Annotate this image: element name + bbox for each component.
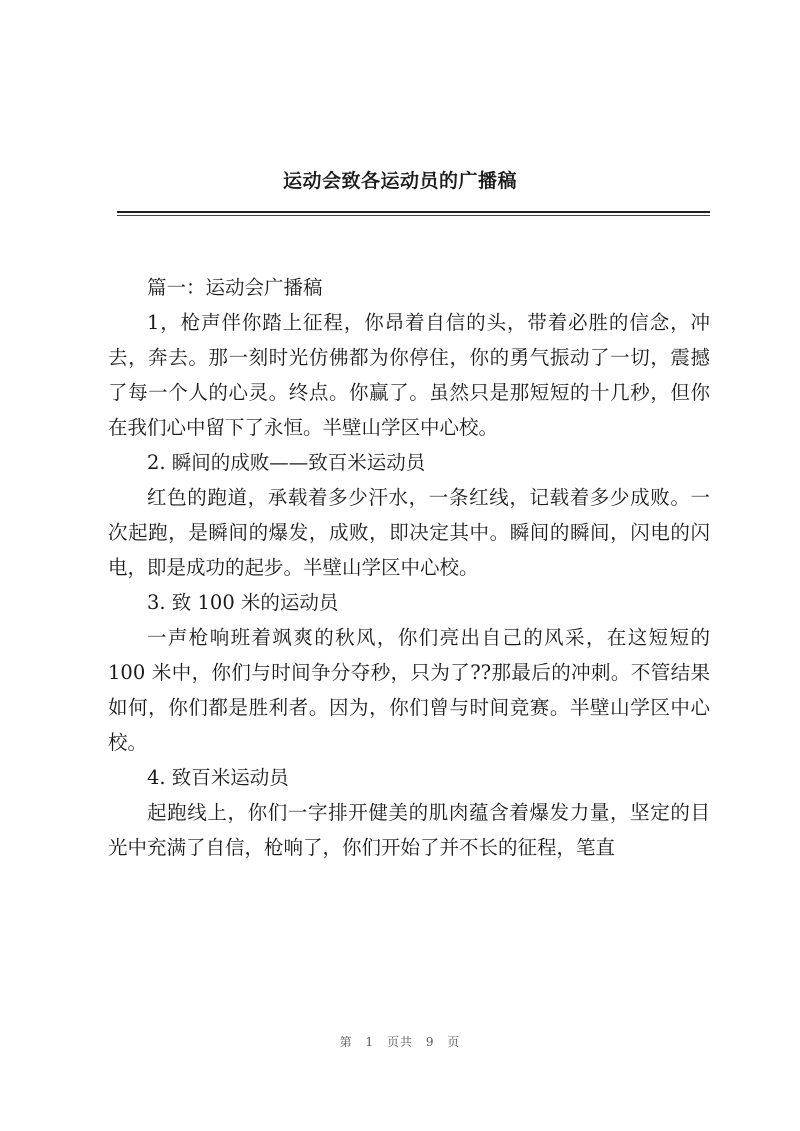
section-heading: 3. 致 100 米的运动员 [147, 591, 339, 614]
section-heading: 篇一：运动会广播稿 [147, 276, 323, 299]
paragraph: 红色的跑道，承载着多少汗水，一条红线，记载着多少成败。一次起跑，是瞬间的爆发，成败，即决定其中。瞬间的瞬间，闪电的闪电，即是成功的起步。半壁山学区中心校。 [108, 486, 710, 579]
section-heading: 2. 瞬间的成败——致百米运动员 [147, 451, 426, 474]
page-total: 9 [425, 1035, 435, 1049]
page-current: 1 [365, 1035, 375, 1049]
page-label-middle: 页共 [386, 1035, 413, 1049]
page-label-prefix: 第 [339, 1035, 353, 1049]
paragraph: 一声枪响班着飒爽的秋风，你们亮出自己的风采，在这短短的 100 米中，你们与时间争分夺秒，只为了??那最后的冲刺。不管结果如何，你们都是胜利者。因为，你们曾与时间竞赛。半壁山学区中心校。 [108, 626, 710, 754]
page-footer [0, 1033, 800, 1050]
page-label-suffix: 页 [447, 1035, 461, 1049]
paragraph: 1，枪声伴你踏上征程，你昂着自信的头，带着必胜的信念，冲去，奔去。那一刻时光仿佛都为你停住，你的勇气振动了一切，震撼了每一个人的心灵。终点。你赢了。虽然只是那短短的十几秒，但你在我们心中留下了永恒。半壁山学区中心校。 [108, 311, 710, 439]
title-rule-thick [117, 211, 710, 213]
title-rule-thin [117, 215, 710, 216]
document-title: 运动会致各运动员的广播稿 [282, 170, 517, 192]
section-heading: 4. 致百米运动员 [147, 766, 289, 789]
paragraph: 起跑线上，你们一字排开健美的肌肉蕴含着爆发力量，坚定的目光中充满了自信，枪响了，你们开始了并不长的征程，笔直 [108, 801, 710, 859]
document-body [108, 270, 710, 865]
